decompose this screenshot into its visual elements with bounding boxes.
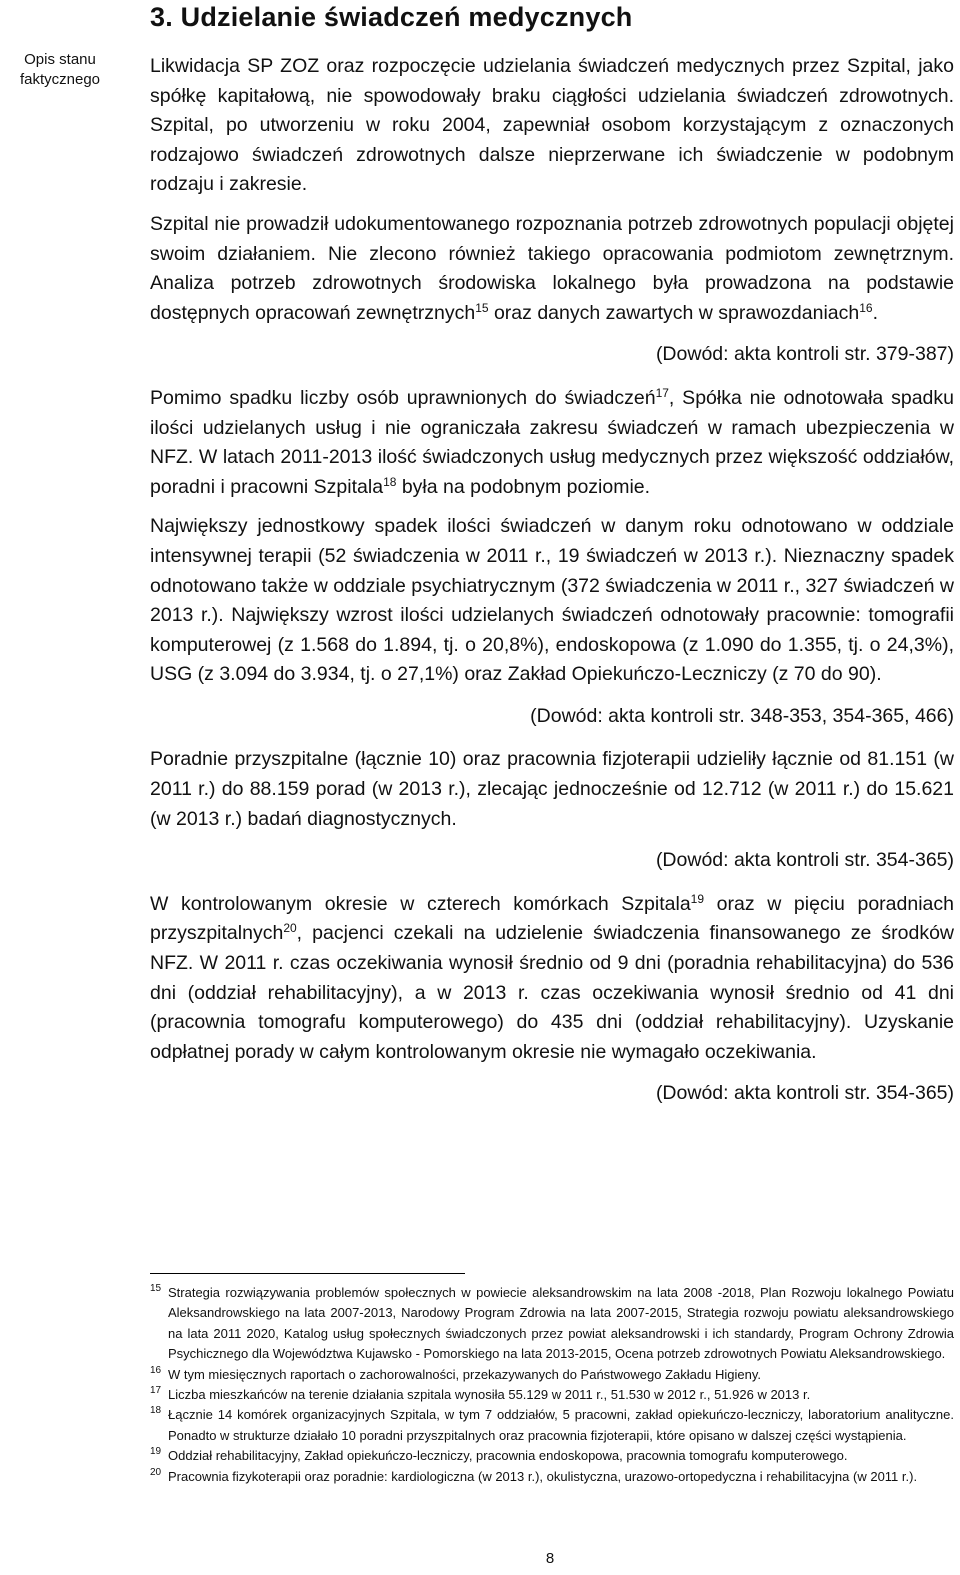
paragraph-6 — [150, 890, 954, 1068]
footnote-text: Oddział rehabilitacyjny, Zakład opiekuńczo-leczniczy, pracownia endoskopowa, pracownia tomografu komputerowego. — [168, 1448, 848, 1464]
evidence-note-4: (Dowód: akta kontroli str. 354-365) — [655, 1082, 954, 1105]
paragraph-2-text-b: oraz danych zawartych w sprawozdaniach — [488, 301, 860, 324]
footnote — [150, 1446, 954, 1466]
evidence-note-3: (Dowód: akta kontroli str. 354-365) — [655, 849, 954, 872]
paragraph-1: Likwidacja SP ZOZ oraz rozpoczęcie udzielania świadczeń medycznych przez Szpital, jako spółkę kapitałową, nie spowodowały braku ciągłości udzielania świadczeń zdrowotnych. Szpital, po utworzeniu w roku 2004, zapewniał osobom korzystającym z oznaczonych rodzajowo świadczeń zdrowotnych dalsze nieprzerwane ich świadczenie w podobnym rodzaju i zakresie. — [150, 55, 954, 196]
footnote-number: 15 — [150, 1283, 162, 1294]
paragraph-2-text-a: Szpital nie prowadził udokumentowanego rozpoznania potrzeb zdrowotnych populacji objętej swoim działaniem. Nie zlecono również takiego opracowania podmiotom zewnętrznym. Analiza potrzeb zdrowotnych środowiska lokalnego była prowadzona na podstawie dostępnych opracowań zewnętrznych — [150, 212, 954, 324]
paragraph-3 — [150, 384, 954, 502]
footnote — [150, 1385, 954, 1405]
footnote-text: Łącznie 14 komórek organizacyjnych Szpitala, w tym 7 oddziałów, 5 pracowni, zakład opiekuńczo-leczniczy, laboratorium analityczne. Ponadto w strukturze działało 10 poradni przyszpitalnych oraz pracownia fizjoterapii, które opisano w dalszej części wystąpienia. — [168, 1407, 954, 1443]
margin-label-line1: Opis stanu — [24, 51, 96, 68]
footnote-text: W tym miesięcznych raportach o zachorowalności, przekazywanych do Państwowego Zakładu Higieny. — [168, 1366, 761, 1382]
paragraph-3-text-a: Pomimo spadku liczby osób uprawnionych do świadczeń — [150, 386, 656, 409]
paragraph-6-text-c: , pacjenci czekali na udzielenie świadczenia finansowanego ze środków NFZ. W 2011 r. czas oczekiwania wynosił średnio od 9 dni (poradnia rehabilitacyjna) do 536 dni (oddział rehabilitacyjny), a w 2013 r. czas oczekiwania wynosił średnio od 41 dni (pracownia tomografu komputerowego) do 435 dni (oddział rehabilitacyjny). Uzyskanie odpłatnej porady w całym kontrolowanym okresie nie wymagało oczekiwania. — [150, 922, 954, 1063]
footnote-number: 17 — [150, 1385, 162, 1397]
paragraph-6-text-b: oraz w pięciu poradniach przyszpitalnych — [150, 892, 954, 945]
footnote — [150, 1283, 954, 1365]
main-text — [150, 52, 954, 1123]
footnote-number: 20 — [150, 1466, 162, 1478]
footnote-ref-15: 15 — [475, 300, 489, 315]
paragraph-3-text-b: , Spółka nie odnotowała spadku ilości udzielanych usług i nie ograniczała zakresu świadczeń w ramach ubezpieczenia w NFZ. W latach 2011-2013 ilość świadczonych usług medycznych przez większość oddziałów, poradni i pracowni Szpitala — [150, 386, 954, 498]
footnote-number: 18 — [150, 1405, 162, 1417]
footnotes — [150, 1283, 954, 1487]
footnote-separator — [150, 1273, 465, 1274]
evidence-note-2: (Dowód: akta kontroli str. 348-353, 354-365, 466) — [530, 704, 954, 727]
page-number: 8 — [545, 1550, 555, 1567]
footnote-number: 19 — [150, 1446, 162, 1458]
footnote-text: Strategia rozwiązywania problemów społecznych w powiecie aleksandrowskim na lata 2008 -2018, Plan Rozwoju lokalnego Powiatu Aleksandrowskiego na lata 2007-2013, Narodowy Program Zdrowia na lata 2007-2015, Strategia rozwoju powiatu aleksandrowskiego na lata 2011 2020, Katalog usług społecznych świadczonych przez powiat aleksandrowski i ich standardy, Program Ochrony Zdrowia Psychicznego dla Województwa Kujawsko - Pomorskiego na lata 2013-2015, Ocena potrzeb zdrowotnych Powiatu Aleksandrowskiego. — [168, 1285, 954, 1362]
footnote-ref-18: 18 — [383, 474, 397, 489]
paragraph-5: Poradnie przyszpitalne (łącznie 10) oraz pracownia fizjoterapii udzieliły łącznie od 81.151 (w 2011 r.) do 88.159 porad (w 2013 r.), zlecając jednocześnie od 12.712 (w 2011 r.) do 15.621 (w 2013 r.) badań diagnostycznych. — [150, 748, 954, 830]
footnote — [150, 1405, 954, 1446]
footnote-text: Pracownia fizykoterapii oraz poradnie: kardiologiczna (w 2013 r.), okulistyczna, urazowo-ortopedyczna i rehabilitacyjna (w 2011 r.). — [168, 1468, 918, 1484]
paragraph-4: Największy jednostkowy spadek ilości świadczeń w danym roku odnotowano w oddziale intensywnej terapii (52 świadczenia w 2011 r., 19 świadczeń w 2013 r.). Nieznaczny spadek odnotowano także w oddziale psychiatrycznym (372 świadczenia w 2011 r., 327 świadczeń w 2013 r.). Największy wzrost ilości udzielanych świadczeń odnotowały pracownie: tomografii komputerowej (z 1.568 do 1.894, tj. o 20,8%), endoskopowa (z 1.090 do 1.355, tj. o 24,3%), USG (z 3.094 do 3.934, tj. o 27,1%) oraz Zakład Opiekuńczo-Leczniczy (z 70 do 90). — [150, 515, 954, 686]
paragraph-3-text-c: była na podobnym poziomie. — [396, 475, 651, 498]
paragraph-2 — [150, 210, 954, 328]
footnote — [150, 1365, 954, 1385]
footnote-ref-16: 16 — [859, 300, 873, 315]
footnote-number: 16 — [150, 1364, 162, 1376]
footnote-text: Liczba mieszkańców na terenie działania szpitala wynosiła 55.129 w 2011 r., 51.530 w 2012 r., 51.926 w 2013 r. — [168, 1387, 811, 1403]
section-heading: 3. Udzielanie świadczeń medycznych — [150, 2, 633, 32]
footnote-ref-19: 19 — [690, 891, 705, 906]
paragraph-6-text-a: W kontrolowanym okresie w czterech komórkach Szpitala — [150, 892, 691, 915]
margin-label-line2: faktycznego — [19, 71, 101, 88]
footnote-ref-20: 20 — [283, 921, 297, 936]
evidence-note-1: (Dowód: akta kontroli str. 379-387) — [655, 343, 954, 366]
footnote — [150, 1467, 954, 1487]
paragraph-2-text-c: . — [872, 301, 879, 324]
footnote-ref-17: 17 — [655, 385, 669, 400]
margin-label — [0, 50, 120, 90]
